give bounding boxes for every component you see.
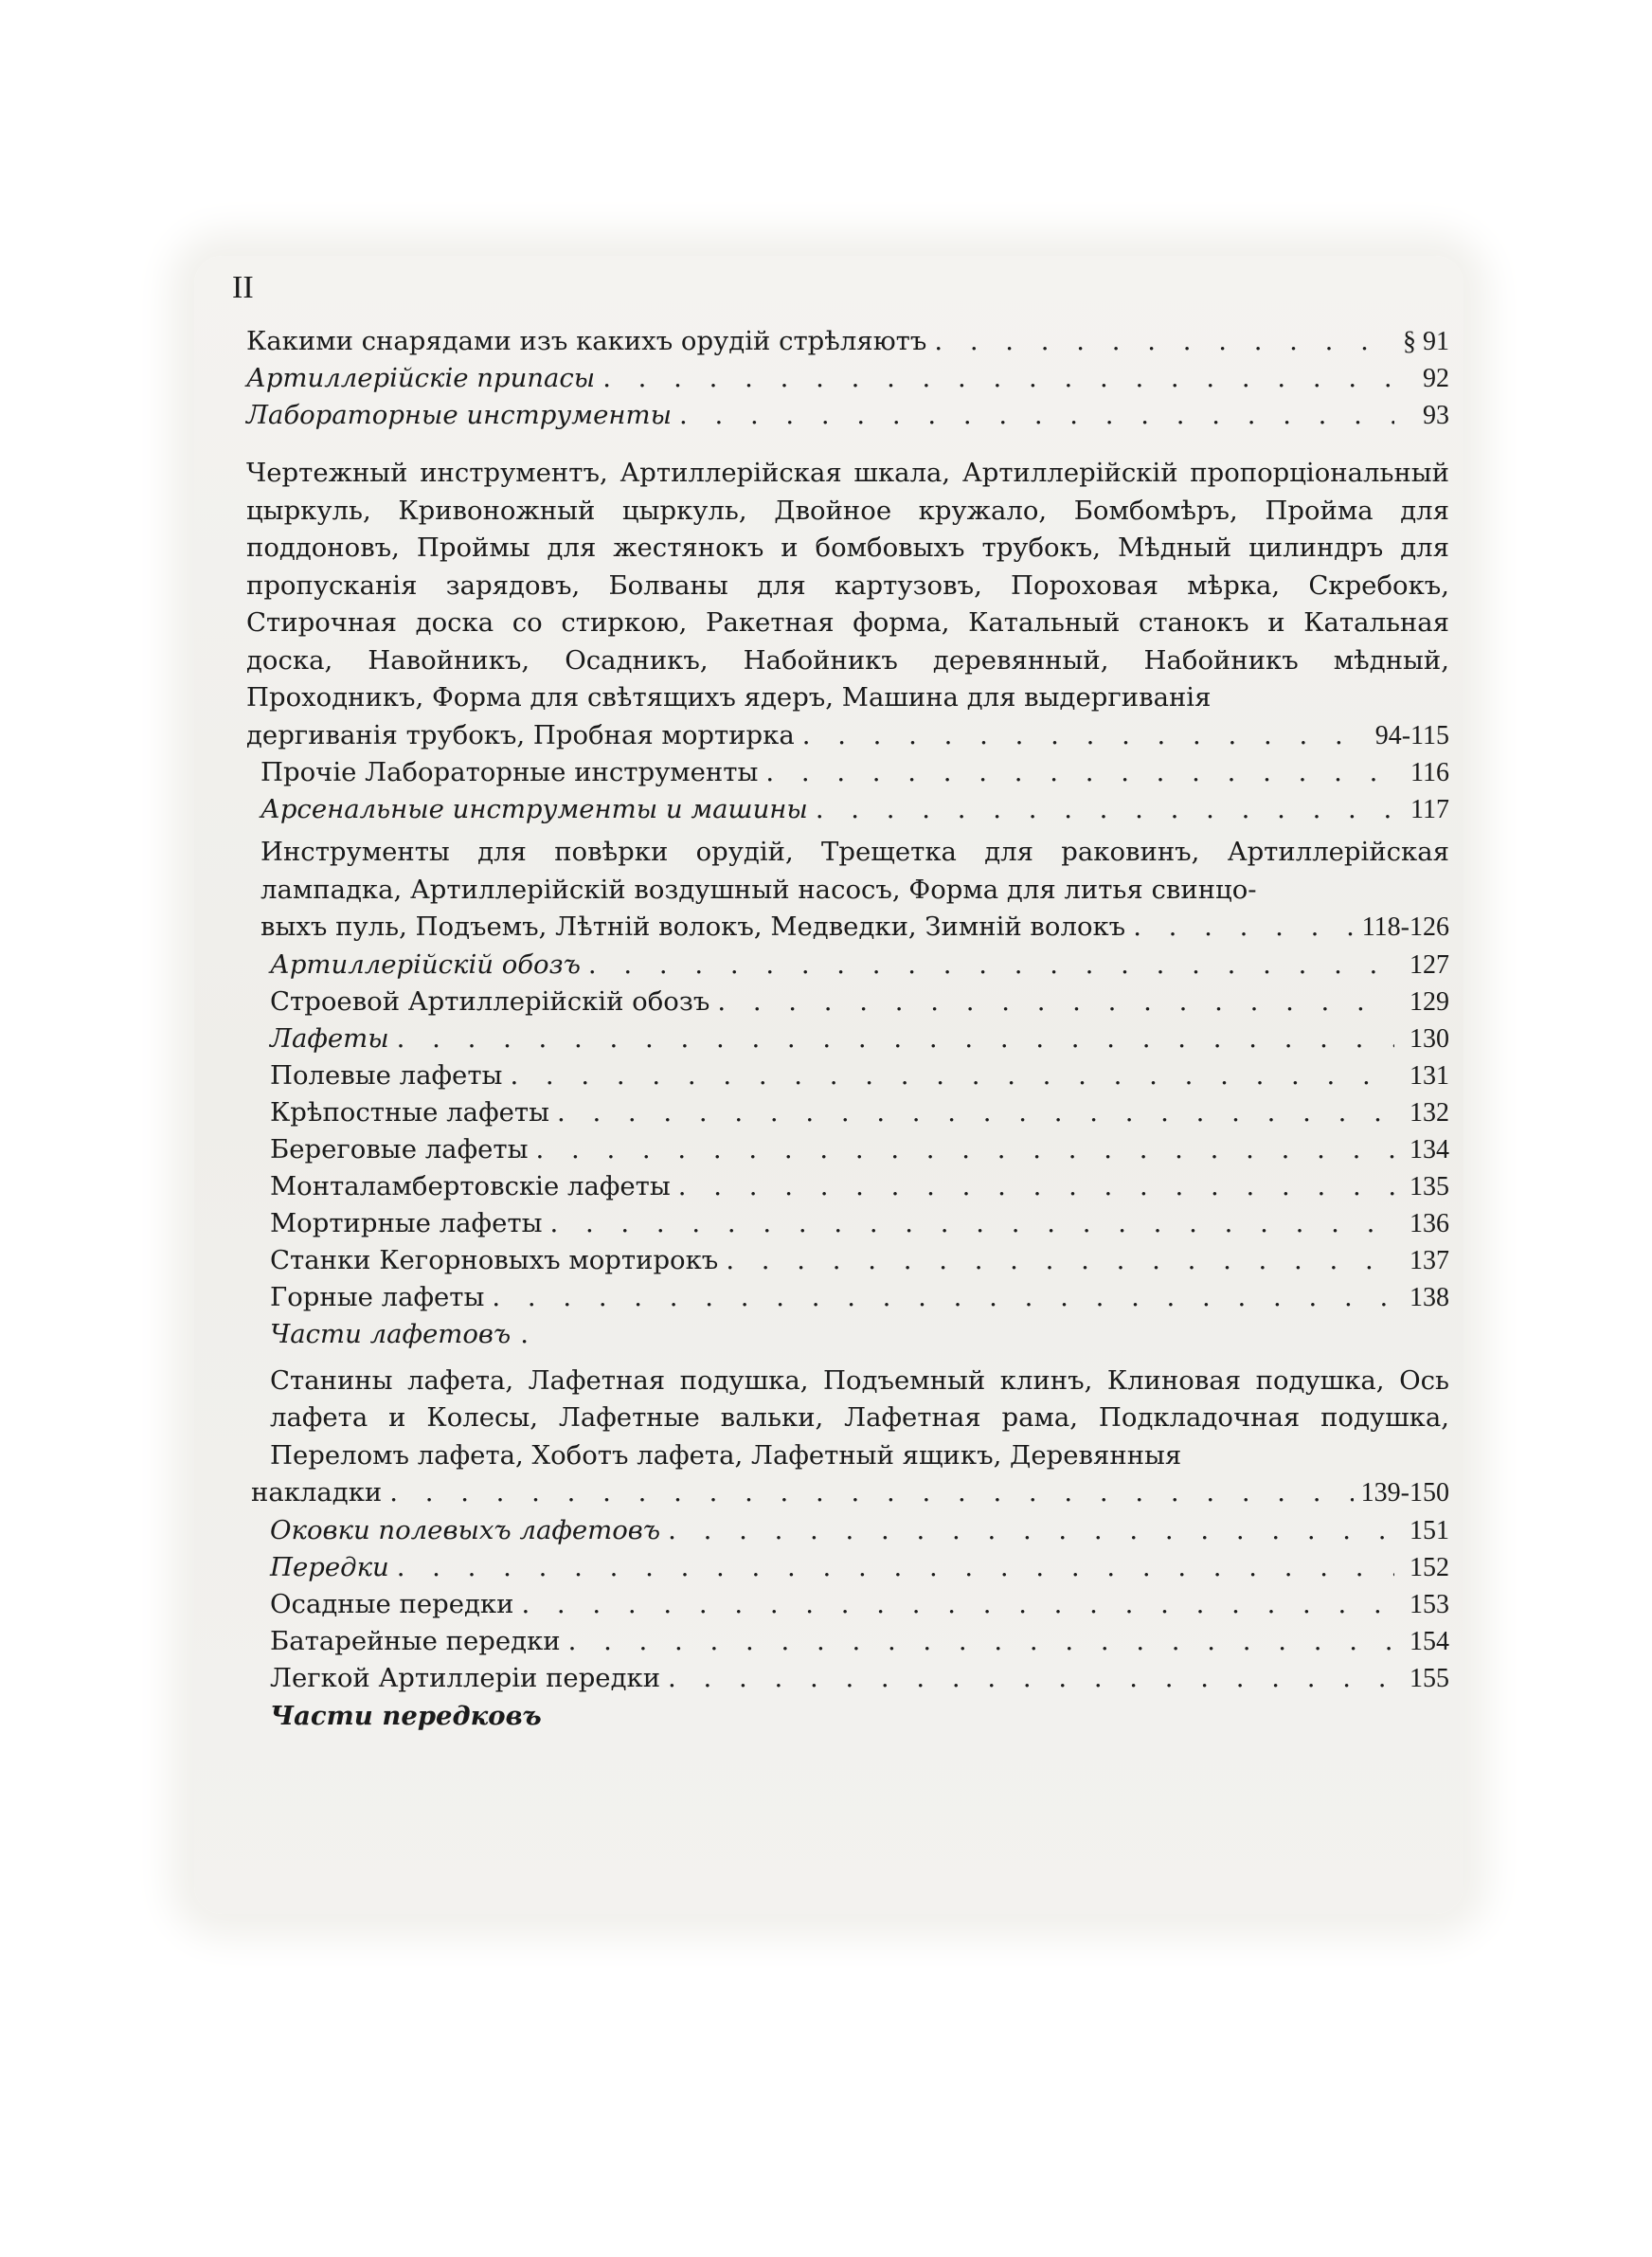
leader-dots <box>1133 909 1355 947</box>
toc-entry-title: Полевые лафеты <box>270 1059 503 1091</box>
toc-entry-number: 130 <box>1410 1023 1449 1054</box>
toc-entry-title: Части лафетовъ <box>270 1318 512 1349</box>
toc-section-bottom <box>227 1512 1449 1697</box>
leader-dots <box>588 947 1394 984</box>
toc-entry-number: 135 <box>1410 1171 1449 1201</box>
toc-entry <box>227 1242 1449 1279</box>
toc-entry <box>227 1131 1449 1168</box>
toc-entry-number: 136 <box>1410 1208 1449 1238</box>
toc-entry-title: Горные лафеты <box>270 1281 485 1312</box>
toc-entry-number: 131 <box>1410 1060 1449 1091</box>
leader-dots <box>717 984 1394 1020</box>
toc-entry-title: Лафеты <box>270 1022 389 1054</box>
toc-entry <box>227 1279 1449 1316</box>
toc-entry-number: 134 <box>1410 1134 1449 1165</box>
toc-entry-title: Передки <box>270 1551 389 1582</box>
leader-dots <box>397 1549 1394 1586</box>
leader-dots <box>678 1168 1394 1205</box>
leader-dots <box>679 397 1394 434</box>
paragraph-lab-instruments-end <box>227 717 1449 755</box>
paragraph-end-number: 118-126 <box>1361 912 1449 942</box>
toc-section-lafety <box>227 947 1449 1353</box>
toc-entry-number: 116 <box>1410 758 1449 787</box>
leader-dots: . <box>520 1318 530 1349</box>
paragraph-lafet-parts-end <box>227 1474 1449 1512</box>
toc-content <box>227 270 1449 1735</box>
toc-entry-number: 129 <box>1410 986 1449 1017</box>
toc-entry-number: 117 <box>1410 795 1449 824</box>
toc-entry-number: 154 <box>1410 1626 1449 1656</box>
toc-entry-title: Мортирные лафеты <box>270 1207 543 1238</box>
leader-dots <box>802 717 1368 755</box>
leader-dots <box>765 754 1394 791</box>
toc-entry <box>227 1168 1449 1205</box>
leader-dots <box>557 1094 1394 1131</box>
toc-entry-title: Монталамбертовскіе лафеты <box>270 1170 671 1201</box>
toc-entry <box>227 1623 1449 1660</box>
leader-dots <box>668 1512 1394 1549</box>
paragraph-end-text: выхъ пуль, Подъемъ, Лѣтній волокъ, Медведки, Зимній волокъ <box>260 912 1126 942</box>
toc-entry-title: Арсенальные инструменты и машины <box>260 794 808 824</box>
leader-dots <box>934 323 1394 360</box>
toc-entry-title: Батарейные передки <box>270 1625 561 1656</box>
paragraph-lafet-parts: Станины лафета, Лафетная подушка, Подъемный клинъ, Клиновая подушка, Ось лафета и Колесы, Лафетные вальки, Лафетная рама, Подкладочная подушка, Переломъ лафета, Хоботъ лафета, Лафетный ящикъ, Деревянныя <box>270 1364 1449 1471</box>
toc-section-mid <box>227 754 1449 828</box>
leader-dots <box>816 791 1394 828</box>
toc-entry-title: Осадные передки <box>270 1588 514 1619</box>
toc-entry-title: Лабораторные инструменты <box>246 400 672 430</box>
toc-entry <box>227 323 1449 360</box>
toc-entry-title: Артиллерійскіе припасы <box>246 363 596 393</box>
leader-dots <box>521 1586 1394 1623</box>
toc-entry-number: § 91 <box>1403 327 1449 356</box>
paragraph-lab-instruments: Чертежный инструментъ, Артиллерійская шкала, Артиллерійскій пропорціональный цыркуль, Кривоножный цыркуль, Двойное кружало, Бомбомѣръ, Пройма для поддоновъ, Проймы для жестянокъ и бомбовыхъ трубокъ, Мѣдный цилиндръ для пропусканія зарядовъ, Болваны для картузовъ, Пороховая мѣрка, Скребокъ, Стирочная доска со стиркою, Ракетная форма, Катальный станокъ и Катальная доска, Навойникъ, Осадникъ, Набойникъ деревянный, Набойникъ мѣдный, Проходникъ, Форма для свѣтящихъ ядеръ, Машина для выдергиванія <box>246 458 1449 713</box>
toc-entry-title: Строевой Артиллерійскій обозъ <box>270 985 710 1017</box>
leader-dots <box>568 1623 1394 1660</box>
toc-entry-title: Станки Кегорновыхъ мортирокъ <box>270 1244 719 1275</box>
toc-entry-number: 137 <box>1410 1245 1449 1275</box>
toc-entry <box>227 754 1449 791</box>
toc-entry <box>227 1512 1449 1549</box>
paragraph-arsenal: Инструменты для повѣрки орудій, Трещетка для раковинъ, Артиллерійская лампадка, Артиллерійскій воздушный насосъ, Форма для литья свинцо- <box>260 837 1449 905</box>
toc-entry-title: Оковки полевыхъ лафетовъ <box>270 1514 661 1545</box>
toc-entry <box>227 791 1449 828</box>
toc-entry <box>227 947 1449 984</box>
leader-dots <box>602 360 1394 397</box>
paragraph-end-text: дергиванія трубокъ, Пробная мортирка <box>246 719 795 750</box>
toc-entry-number: 132 <box>1410 1097 1449 1128</box>
leader-dots <box>549 1205 1394 1242</box>
leader-dots <box>668 1660 1394 1697</box>
toc-entry <box>227 1660 1449 1697</box>
paragraph-end-number: 94-115 <box>1374 720 1449 750</box>
toc-entry <box>227 1316 1449 1353</box>
toc-entry-number: 127 <box>1410 949 1449 980</box>
toc-entry-title: Береговые лафеты <box>270 1133 529 1165</box>
toc-entry <box>227 360 1449 397</box>
toc-entry-number: 151 <box>1410 1515 1449 1545</box>
leader-dots <box>535 1131 1394 1168</box>
paragraph-end-number: 139-150 <box>1360 1478 1449 1508</box>
leader-dots <box>389 1474 1353 1512</box>
toc-entry-number: 152 <box>1410 1552 1449 1582</box>
toc-entry-number: 92 <box>1423 364 1449 393</box>
toc-entry <box>227 1094 1449 1131</box>
page-number: II <box>232 270 254 305</box>
toc-section-top <box>227 323 1449 434</box>
toc-entry <box>227 984 1449 1020</box>
toc-entry-title: Крѣпостные лафеты <box>270 1096 549 1128</box>
toc-entry-number: 138 <box>1410 1282 1449 1312</box>
toc-entry <box>227 1586 1449 1623</box>
toc-entry-number: 153 <box>1410 1589 1449 1619</box>
toc-entry-title: Прочіе Лабораторные инструменты <box>260 757 759 787</box>
toc-entry <box>227 1020 1449 1057</box>
toc-entry-title: Легкой Артиллеріи передки <box>270 1662 661 1693</box>
leader-dots <box>510 1057 1394 1094</box>
paragraph-end-text: накладки <box>251 1477 383 1508</box>
toc-entry-number: 93 <box>1423 401 1449 430</box>
toc-entry <box>227 1205 1449 1242</box>
leader-dots <box>492 1279 1394 1316</box>
last-heading: Части передковъ <box>270 1700 542 1731</box>
toc-entry-title: Артиллерійскій обозъ <box>270 948 581 980</box>
toc-entry <box>227 397 1449 434</box>
toc-entry <box>227 1549 1449 1586</box>
leader-dots <box>397 1020 1394 1057</box>
paragraph-arsenal-end <box>227 909 1449 947</box>
toc-entry-number: 155 <box>1410 1663 1449 1693</box>
toc-entry-title: Какими снарядами изъ какихъ орудій стрѣляютъ <box>246 326 927 356</box>
toc-entry <box>227 1057 1449 1094</box>
leader-dots <box>726 1242 1394 1279</box>
